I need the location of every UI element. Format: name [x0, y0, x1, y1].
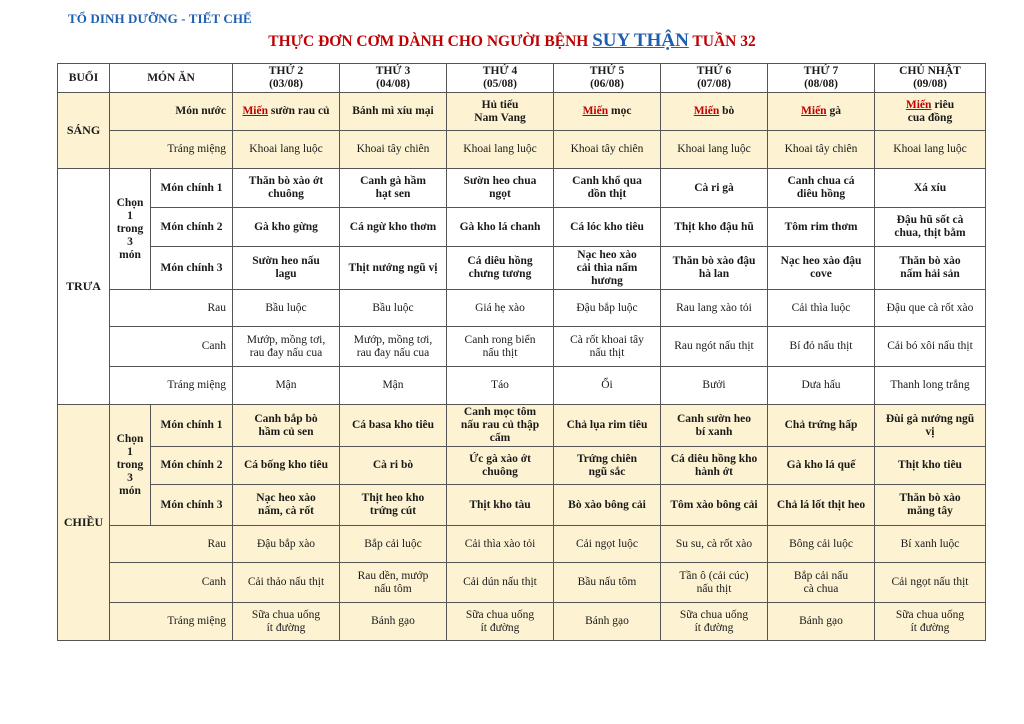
- day-date: (06/08): [590, 78, 624, 90]
- menu-cell: Khoai lang luộc: [233, 131, 340, 169]
- row-chieu-canh: [58, 563, 986, 603]
- menu-cell: Sữa chua uống ít đường: [661, 603, 768, 641]
- row-label: Tráng miệng: [110, 131, 233, 169]
- menu-cell: Rau lang xào tỏi: [661, 290, 768, 327]
- day-date: (05/08): [483, 78, 517, 90]
- row-label: Món chính 1: [151, 405, 233, 447]
- menu-cell: Sữa chua uống ít đường: [447, 603, 554, 641]
- header-day: [554, 64, 661, 93]
- row-label: Tráng miệng: [110, 603, 233, 641]
- menu-cell: Đùi gà nướng ngũ vị: [875, 405, 986, 447]
- row-trua-main3: [58, 247, 986, 290]
- header-day: [233, 64, 340, 93]
- menu-cell: Bí đỏ nấu thịt: [768, 327, 875, 367]
- menu-cell: [554, 93, 661, 131]
- day-name: THỨ 4: [482, 65, 518, 77]
- menu-cell: Trứng chiên ngũ sắc: [554, 447, 661, 485]
- menu-cell: Chả trứng hấp: [768, 405, 875, 447]
- menu-cell: Bưởi: [661, 367, 768, 405]
- row-chieu-main1: [58, 405, 986, 447]
- menu-cell: Chả lụa rim tiêu: [554, 405, 661, 447]
- dish-text: bò: [719, 105, 735, 117]
- row-label: Món chính 2: [151, 447, 233, 485]
- menu-cell: Cải thìa xào tỏi: [447, 526, 554, 563]
- dish-text: Bánh mì xíu mại: [352, 105, 434, 117]
- menu-cell: Khoai tây chiên: [554, 131, 661, 169]
- session-chieu: CHIỀU: [58, 405, 110, 641]
- header-row: [58, 64, 986, 93]
- menu-cell: Dưa hấu: [768, 367, 875, 405]
- row-label: Tráng miệng: [110, 367, 233, 405]
- row-trua-main1: [58, 169, 986, 208]
- menu-cell: Mướp, mồng tơi, rau đay nấu cua: [233, 327, 340, 367]
- menu-cell: [447, 93, 554, 131]
- menu-cell: [768, 93, 875, 131]
- day-name: THỨ 7: [803, 65, 839, 77]
- row-trua-rau: [58, 290, 986, 327]
- menu-cell: Xá xíu: [875, 169, 986, 208]
- highlight-word: Miến: [582, 105, 609, 117]
- menu-cell: Bắp cải nấu cà chua: [768, 563, 875, 603]
- menu-cell: Nạc heo xào nấm, cà rốt: [233, 485, 340, 526]
- row-label: Rau: [110, 290, 233, 327]
- menu-cell: Cà ri gà: [661, 169, 768, 208]
- menu-cell: Đậu bắp luộc: [554, 290, 661, 327]
- menu-cell: Khoai tây chiên: [768, 131, 875, 169]
- menu-cell: Canh mọc tôm nấu rau củ thập cẩm: [447, 405, 554, 447]
- menu-cell: Cá basa kho tiêu: [340, 405, 447, 447]
- menu-cell: Bông cải luộc: [768, 526, 875, 563]
- day-date: (04/08): [376, 78, 410, 90]
- menu-cell: Canh chua cá diêu hồng: [768, 169, 875, 208]
- menu-cell: Ức gà xào ớt chuông: [447, 447, 554, 485]
- dish-text: gà: [826, 105, 841, 117]
- menu-cell: Nạc heo xào cải thìa nấm hương: [554, 247, 661, 290]
- header-dish: MÓN ĂN: [110, 64, 233, 93]
- menu-cell: Tần ô (cải cúc) nấu thịt: [661, 563, 768, 603]
- highlight-word: Miến: [801, 105, 827, 117]
- day-date: (07/08): [697, 78, 731, 90]
- day-name: THỨ 2: [268, 65, 304, 77]
- day-name: THỨ 3: [375, 65, 411, 77]
- highlight-word: Miến: [905, 98, 932, 111]
- menu-cell: Thịt nướng ngũ vị: [340, 247, 447, 290]
- department-name: TỔ DINH DƯỠNG - TIẾT CHẾ: [68, 11, 252, 26]
- menu-cell: Sườn heo nấu lagu: [233, 247, 340, 290]
- dish-text: riêu cua đồng: [907, 98, 955, 124]
- menu-table: [57, 63, 986, 641]
- menu-cell: Cà ri bò: [340, 447, 447, 485]
- row-label: Món chính 3: [151, 485, 233, 526]
- day-date: (08/08): [804, 78, 838, 90]
- row-label: Món chính 2: [151, 208, 233, 247]
- row-label: Món nước: [110, 93, 233, 131]
- menu-cell: Canh gà hầm hạt sen: [340, 169, 447, 208]
- menu-cell: Đậu hũ sốt cà chua, thịt bằm: [875, 208, 986, 247]
- menu-cell: Cá lóc kho tiêu: [554, 208, 661, 247]
- row-sang-mon-nuoc: [58, 93, 986, 131]
- menu-cell: Thăn bò xào măng tây: [875, 485, 986, 526]
- row-label: Món chính 3: [151, 247, 233, 290]
- day-date: (03/08): [269, 78, 303, 90]
- menu-cell: Cải ngọt luộc: [554, 526, 661, 563]
- day-date: (09/08): [913, 78, 947, 90]
- menu-cell: [661, 93, 768, 131]
- menu-cell: Ổi: [554, 367, 661, 405]
- menu-cell: Cá diêu hồng kho hành ớt: [661, 447, 768, 485]
- dish-text: Hủ tiếu Nam Vang: [474, 98, 526, 124]
- menu-cell: Thịt kho tiêu: [875, 447, 986, 485]
- menu-cell: Mận: [340, 367, 447, 405]
- menu-cell: Cà rốt khoai tây nấu thịt: [554, 327, 661, 367]
- row-sang-trang-mieng: [58, 131, 986, 169]
- menu-cell: Canh bắp bò hầm củ sen: [233, 405, 340, 447]
- row-trua-canh: [58, 327, 986, 367]
- menu-cell: Thịt kho tàu: [447, 485, 554, 526]
- session-trua: TRƯA: [58, 169, 110, 405]
- menu-cell: [233, 93, 340, 131]
- menu-cell: Nạc heo xào đậu cove: [768, 247, 875, 290]
- menu-cell: Bầu nấu tôm: [554, 563, 661, 603]
- row-chieu-main3: [58, 485, 986, 526]
- menu-cell: Mướp, mồng tơi, rau đay nấu cua: [340, 327, 447, 367]
- menu-cell: Bánh gạo: [554, 603, 661, 641]
- menu-cell: Khoai tây chiên: [340, 131, 447, 169]
- header-day: [768, 64, 875, 93]
- menu-cell: Tôm xào bông cải: [661, 485, 768, 526]
- header-session: BUỔI: [58, 64, 110, 93]
- highlight-word: Miến: [693, 105, 720, 117]
- menu-cell: Mận: [233, 367, 340, 405]
- menu-body: [58, 64, 986, 641]
- menu-cell: Gà kho lá chanh: [447, 208, 554, 247]
- menu-cell: Gà kho lá quế: [768, 447, 875, 485]
- menu-cell: Cải bó xôi nấu thịt: [875, 327, 986, 367]
- menu-cell: Rau ngót nấu thịt: [661, 327, 768, 367]
- menu-cell: Thịt kho đậu hũ: [661, 208, 768, 247]
- row-chieu-main2: [58, 447, 986, 485]
- menu-cell: Thăn bò xào nấm hải sản: [875, 247, 986, 290]
- row-trua-trang_mieng: [58, 367, 986, 405]
- day-name: CHỦ NHẬT: [899, 65, 961, 77]
- menu-cell: Thịt heo kho trứng cút: [340, 485, 447, 526]
- menu-cell: Su su, cà rốt xào: [661, 526, 768, 563]
- row-chieu-trang_mieng: [58, 603, 986, 641]
- menu-cell: Bò xào bông cải: [554, 485, 661, 526]
- menu-title: [0, 30, 1024, 52]
- dish-text: sườn rau củ: [268, 105, 330, 117]
- menu-cell: Bánh gạo: [340, 603, 447, 641]
- menu-cell: Cá bống kho tiêu: [233, 447, 340, 485]
- menu-cell: [340, 93, 447, 131]
- menu-cell: Canh khổ qua dồn thịt: [554, 169, 661, 208]
- menu-cell: Đậu bắp xào: [233, 526, 340, 563]
- header-day: [340, 64, 447, 93]
- title-suffix: TUẦN 32: [688, 33, 756, 50]
- choose-note: Chọn 1 trong 3 món: [110, 169, 151, 290]
- menu-cell: Thanh long trắng: [875, 367, 986, 405]
- menu-cell: Bầu luộc: [233, 290, 340, 327]
- header-day: [447, 64, 554, 93]
- highlight-word: Miến: [242, 105, 269, 117]
- menu-cell: Bánh gạo: [768, 603, 875, 641]
- menu-cell: Cá ngừ kho thơm: [340, 208, 447, 247]
- row-trua-main2: [58, 208, 986, 247]
- menu-cell: Cải thảo nấu thịt: [233, 563, 340, 603]
- menu-cell: Sữa chua uống ít đường: [875, 603, 986, 641]
- choose-note: Chọn 1 trong 3 món: [110, 405, 151, 526]
- menu-cell: Khoai lang luộc: [875, 131, 986, 169]
- menu-cell: Thăn bò xào đậu hà lan: [661, 247, 768, 290]
- menu-cell: Chả lá lốt thịt heo: [768, 485, 875, 526]
- row-label: Món chính 1: [151, 169, 233, 208]
- menu-cell: Canh rong biển nấu thịt: [447, 327, 554, 367]
- session-sang: SÁNG: [58, 93, 110, 169]
- header-day: [875, 64, 986, 93]
- menu-cell: Cá diêu hồng chưng tương: [447, 247, 554, 290]
- menu-cell: Thăn bò xào ớt chuông: [233, 169, 340, 208]
- row-label: Canh: [110, 327, 233, 367]
- day-name: THỨ 5: [589, 65, 625, 77]
- row-label: Canh: [110, 563, 233, 603]
- menu-cell: Đậu que cà rốt xào: [875, 290, 986, 327]
- menu-cell: Khoai lang luộc: [447, 131, 554, 169]
- menu-cell: Tôm rim thơm: [768, 208, 875, 247]
- menu-cell: Sườn heo chua ngọt: [447, 169, 554, 208]
- menu-cell: Táo: [447, 367, 554, 405]
- menu-cell: Bắp cải luộc: [340, 526, 447, 563]
- menu-cell: Bí xanh luộc: [875, 526, 986, 563]
- menu-cell: Gà kho gừng: [233, 208, 340, 247]
- menu-cell: Rau dền, mướp nấu tôm: [340, 563, 447, 603]
- menu-cell: Bầu luộc: [340, 290, 447, 327]
- menu-cell: Cải dún nấu thịt: [447, 563, 554, 603]
- menu-cell: Cải ngọt nấu thịt: [875, 563, 986, 603]
- menu-cell: Khoai lang luộc: [661, 131, 768, 169]
- menu-cell: [875, 93, 986, 131]
- menu-cell: Canh sườn heo bí xanh: [661, 405, 768, 447]
- title-highlight: SUY THẬN: [592, 30, 689, 51]
- menu-cell: Giá hẹ xào: [447, 290, 554, 327]
- title-prefix: THỰC ĐƠN CƠM DÀNH CHO NGƯỜI BỆNH: [268, 33, 593, 50]
- dish-text: mọc: [608, 105, 632, 117]
- row-chieu-rau: [58, 526, 986, 563]
- row-label: Rau: [110, 526, 233, 563]
- header-day: [661, 64, 768, 93]
- menu-cell: Cải thìa luộc: [768, 290, 875, 327]
- menu-cell: Sữa chua uống ít đường: [233, 603, 340, 641]
- day-name: THỨ 6: [696, 65, 732, 77]
